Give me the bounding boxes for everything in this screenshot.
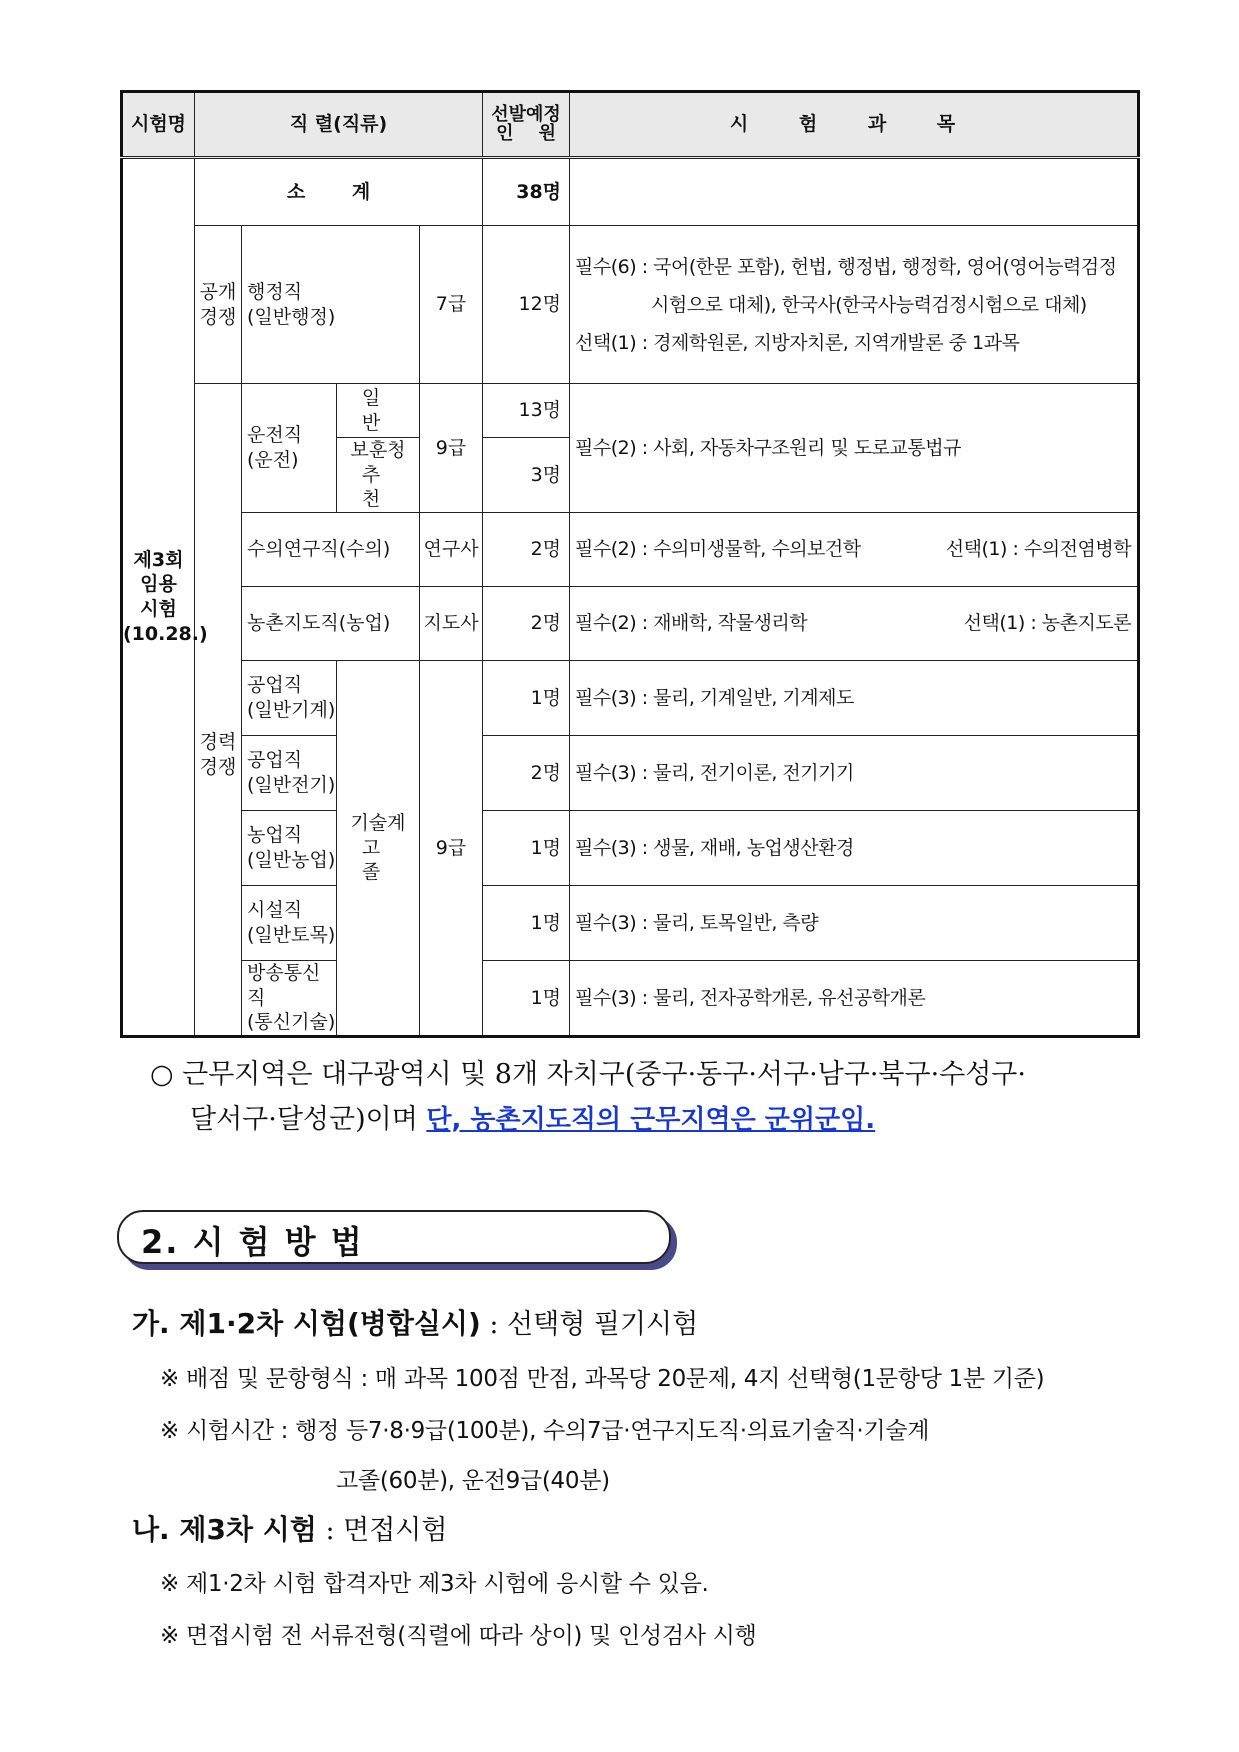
subtotal-subjects	[570, 158, 1139, 226]
driving-grade: 9급	[420, 384, 483, 513]
open-subj-l3: 선택(1) : 경제학원론, 지방자치론, 지역개발론 중 1과목	[575, 331, 1020, 354]
tech-subjects: 필수(3) : 물리, 전기이론, 전기기기	[570, 736, 1139, 811]
method-b-note2: ※ 면접시험 전 서류전형(직렬에 따라 상이) 및 인성검사 시행	[160, 1623, 757, 1649]
driving-sub1: 일 반	[337, 384, 420, 438]
open-subjects	[570, 226, 1139, 384]
open-series	[242, 226, 420, 384]
header-count-top: 선발예정	[491, 103, 561, 125]
exam-name-l4: (10.28.)	[123, 622, 208, 645]
method-b-note1: ※ 제1·2차 시험 합격자만 제3차 시험에 응시할 수 있음.	[160, 1571, 709, 1597]
tech-series-l1: 시설직	[247, 899, 303, 922]
vet-grade: 연구사	[420, 513, 483, 587]
vet-series: 수의연구직(수의)	[242, 513, 420, 587]
driving-count2: 3명	[483, 438, 570, 513]
tech-series-l2: (일반농업)	[247, 849, 336, 872]
tech-count: 1명	[483, 661, 570, 736]
career-type-l1: 경력	[199, 730, 237, 753]
method-a-head: 가. 제1·2차 시험(병합실시)	[132, 1307, 481, 1340]
section-title: 2. 시 험 방 법	[141, 1223, 364, 1261]
header-count-bottom: 인 원	[496, 122, 556, 144]
tech-subjects: 필수(3) : 물리, 전자공학개론, 유선공학개론	[570, 961, 1139, 1037]
open-type	[195, 226, 242, 384]
exam-name-l3: 시험	[140, 598, 177, 621]
tech-count: 2명	[483, 736, 570, 811]
agri-guide-series: 농촌지도직(농업)	[242, 587, 420, 661]
work-area-line1: ○ 근무지역은 대구광역시 및 8개 자치구(중구·동구·서구·남구·북구·수성구·	[150, 1059, 1026, 1090]
driving-count1: 13명	[483, 384, 570, 438]
agri-guide-subjects	[570, 587, 1139, 661]
agri-guide-subj-req: 필수(2) : 재배학, 작물생리학	[575, 612, 808, 635]
subtotal-count: 38명	[483, 158, 570, 226]
tech-series-l1: 방송통신직	[247, 962, 321, 1009]
tech-series	[242, 961, 337, 1037]
tech-count: 1명	[483, 811, 570, 886]
tech-series-l2: (통신기술)	[247, 1011, 336, 1034]
header-subjects: 시 험 과 목	[570, 92, 1139, 158]
career-type-l2: 경쟁	[199, 755, 237, 778]
vet-subj-opt: 선택(1) : 수의전염병학	[945, 538, 1132, 561]
open-series-l1: 행정직	[247, 280, 303, 303]
open-count: 12명	[483, 226, 570, 384]
subtotal-label: 소 계	[195, 158, 483, 226]
method-b-head: 나. 제3차 시험	[132, 1513, 317, 1546]
exam-table	[120, 90, 1140, 1038]
header-series: 직 렬(직류)	[195, 92, 483, 158]
tech-series-l2: (일반전기)	[247, 774, 336, 797]
vet-subjects	[570, 513, 1139, 587]
vet-subj-req: 필수(2) : 수의미생물학, 수의보건학	[575, 538, 861, 561]
method-a	[132, 1302, 698, 1342]
section-title-box	[117, 1210, 671, 1264]
work-area-note	[150, 1053, 1140, 1142]
method-a-note2b: 고졸(60분), 운전9급(40분)	[336, 1468, 610, 1494]
tech-label	[337, 661, 420, 1037]
agri-guide-subj-opt: 선택(1) : 농촌지도론	[963, 612, 1132, 635]
work-area-line2-wrap	[150, 1098, 1140, 1143]
tech-subjects: 필수(3) : 생물, 재배, 농업생산환경	[570, 811, 1139, 886]
tech-series-l1: 공업직	[247, 674, 303, 697]
tech-series	[242, 811, 337, 886]
header-exam: 시험명	[122, 92, 195, 158]
method-a-rest: : 선택형 필기시험	[480, 1309, 699, 1340]
driving-series-l1: 운전직	[247, 424, 303, 447]
vet-count: 2명	[483, 513, 570, 587]
exam-name-cell	[122, 158, 208, 1037]
header-count	[483, 92, 570, 158]
work-area-highlight: 단, 농촌지도직의 근무지역은 군위군임.	[426, 1104, 876, 1135]
driving-sub2-l1: 보훈청	[350, 439, 406, 461]
tech-series-l2: (일반토목)	[247, 924, 336, 947]
open-type-l1: 공개	[199, 280, 237, 303]
tech-count: 1명	[483, 886, 570, 961]
tech-label-l2: 고 졸	[361, 836, 395, 884]
agri-guide-grade: 지도사	[420, 587, 483, 661]
tech-series	[242, 886, 337, 961]
open-subj-l1: 필수(6) : 국어(한문 포함), 헌법, 행정법, 행정학, 영어(영어능력검정	[575, 255, 1117, 278]
method-b-rest: : 면접시험	[316, 1515, 448, 1546]
driving-series	[242, 384, 337, 513]
driving-series-l2: (운전)	[247, 449, 299, 472]
driving-sub2	[337, 438, 420, 513]
tech-label-l1: 기술계	[350, 812, 406, 835]
tech-series-l2: (일반기계)	[247, 699, 336, 722]
open-grade: 7급	[420, 226, 483, 384]
tech-grade: 9급	[420, 661, 483, 1037]
open-type-l2: 경쟁	[199, 305, 237, 328]
driving-sub2-l2: 추 천	[361, 463, 395, 511]
method-a-note2: ※ 시험시간 : 행정 등7·8·9급(100분), 수의7급·연구지도직·의료기술직·기술계	[160, 1418, 930, 1444]
open-series-l2: (일반행정)	[247, 305, 336, 328]
tech-series	[242, 736, 337, 811]
tech-subjects: 필수(3) : 물리, 기계일반, 기계제도	[570, 661, 1139, 736]
tech-series-l1: 공업직	[247, 749, 303, 772]
exam-name-l2: 임용	[140, 573, 177, 596]
tech-series-l1: 농업직	[247, 824, 303, 847]
method-b	[132, 1508, 447, 1548]
exam-name-l1: 제3회	[133, 548, 184, 571]
agri-guide-count: 2명	[483, 587, 570, 661]
method-a-note1: ※ 배점 및 문항형식 : 매 과목 100점 만점, 과목당 20문제, 4지 선택형(1문항당 1분 기준)	[160, 1366, 1045, 1392]
driving-subjects: 필수(2) : 사회, 자동차구조원리 및 도로교통법규	[570, 384, 1139, 513]
tech-subjects: 필수(3) : 물리, 토목일반, 측량	[570, 886, 1139, 961]
open-subj-l2: 시험으로 대체), 한국사(한국사능력검정시험으로 대체)	[651, 293, 1087, 316]
career-type	[195, 384, 242, 1037]
tech-series	[242, 661, 337, 736]
work-area-line2: 달서구·달성군)이며	[190, 1103, 418, 1135]
tech-count: 1명	[483, 961, 570, 1037]
